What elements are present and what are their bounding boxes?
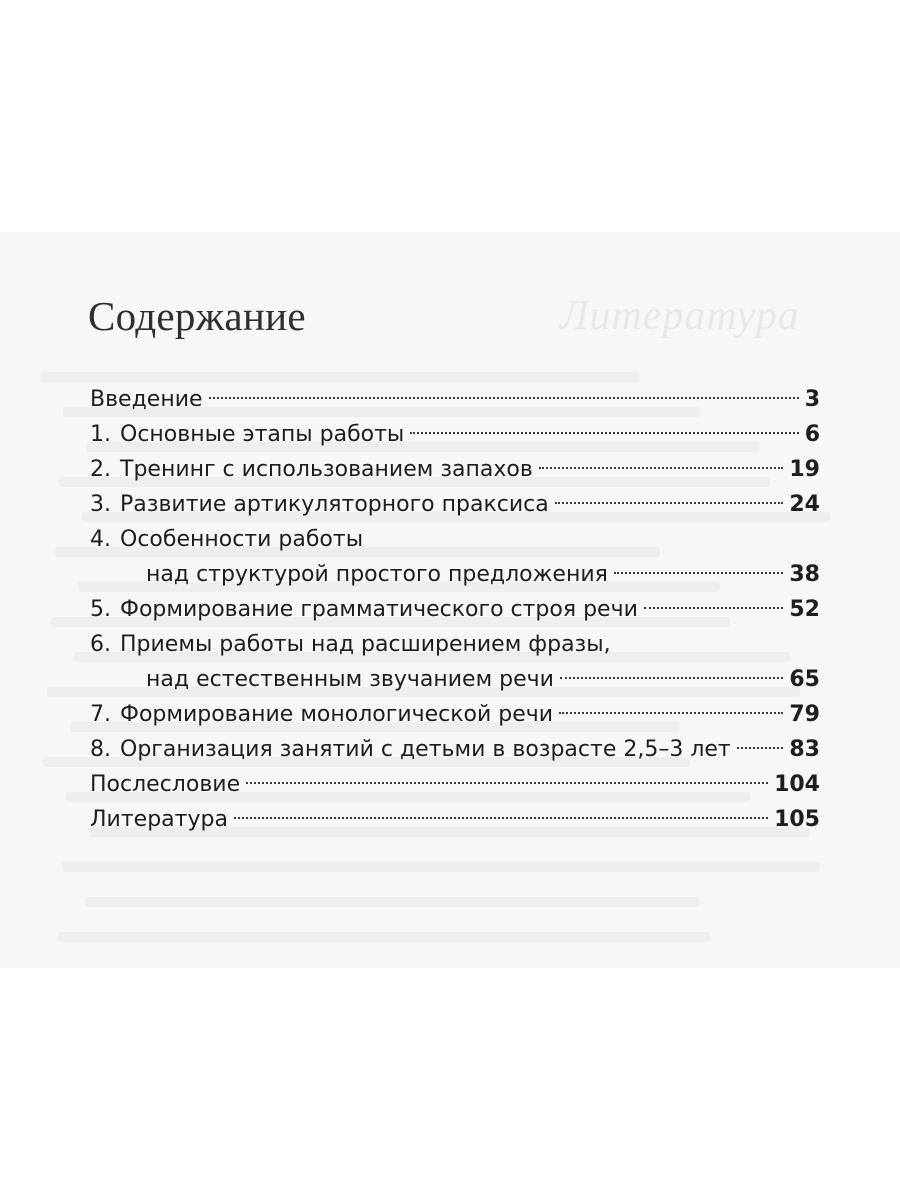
toc-entry-number: 1.: [90, 422, 111, 447]
toc-page-number: 83: [789, 737, 820, 762]
toc-entry-label: Особенности работы: [120, 527, 364, 552]
toc-row: [90, 557, 820, 592]
page-title: Содержание: [88, 293, 306, 339]
toc-entry-label: Развитие артикуляторного праксиса: [120, 492, 549, 517]
bleed-through-heading: Литература: [560, 293, 800, 339]
toc-entry[interactable]: [90, 767, 820, 802]
toc-entry-label: Основные этапы работы: [120, 422, 405, 447]
toc-entry-label: Введение: [90, 387, 203, 412]
toc-entry[interactable]: [90, 382, 820, 417]
bleed-through-line: [40, 372, 640, 382]
toc-entry-number: 5.: [90, 597, 111, 622]
toc-entry-number: 8.: [90, 737, 111, 762]
toc-entry-number: 6.: [90, 632, 111, 657]
toc-page-number: 79: [789, 702, 820, 727]
toc-row: [90, 522, 820, 557]
toc-row: [90, 417, 820, 452]
toc-row: [90, 662, 820, 697]
toc-entry-number: 2.: [90, 457, 111, 482]
toc-entry[interactable]: [90, 732, 820, 767]
dot-leader: [559, 712, 783, 714]
dot-leader: [555, 502, 784, 504]
toc-page-number: 104: [774, 772, 820, 797]
dot-leader: [234, 817, 768, 819]
toc-entry-label: Приемы работы над расширением фразы,: [120, 632, 611, 657]
toc-entry[interactable]: [90, 487, 820, 522]
table-of-contents: [90, 382, 820, 837]
toc-page-number: 65: [789, 667, 820, 692]
toc-page-number: 52: [789, 597, 820, 622]
toc-row: [90, 732, 820, 767]
toc-entry-label: над естественным звучанием речи: [146, 667, 554, 692]
dot-leader: [644, 607, 783, 609]
toc-entry[interactable]: [90, 802, 820, 837]
toc-row: [90, 452, 820, 487]
dot-leader: [410, 432, 798, 434]
toc-row: [90, 802, 820, 837]
toc-entry-label: Послесловие: [90, 772, 241, 797]
toc-row: [90, 697, 820, 732]
toc-page-number: 24: [789, 492, 820, 517]
toc-entry[interactable]: [90, 592, 820, 627]
toc-entry-label: Формирование грамматического строя речи: [120, 597, 638, 622]
dot-leader: [246, 782, 768, 784]
dot-leader: [539, 467, 784, 469]
toc-page-number: 3: [804, 387, 820, 412]
toc-entry-label: Организация занятий с детьми в возрасте 2,5–3 лет: [120, 737, 731, 762]
toc-entry-number: 4.: [90, 527, 111, 552]
dot-leader: [737, 747, 784, 749]
toc-entry[interactable]: [90, 417, 820, 452]
toc-page-number: 6: [804, 422, 820, 447]
toc-row: [90, 627, 820, 662]
dot-leader: [560, 677, 783, 679]
toc-entry-label: Формирование монологической речи: [120, 702, 554, 727]
bleed-through-line: [58, 932, 710, 942]
toc-entry-label: над структурой простого предложения: [146, 562, 608, 587]
toc-entry[interactable]: [90, 452, 820, 487]
toc-entry-label: Литература: [90, 807, 228, 832]
toc-row: [90, 592, 820, 627]
toc-page-number: 19: [789, 457, 820, 482]
toc-entry-number: 7.: [90, 702, 111, 727]
dot-leader: [614, 572, 783, 574]
book-page: [0, 232, 900, 968]
toc-entry[interactable]: [90, 627, 820, 697]
toc-entry[interactable]: [90, 522, 820, 592]
toc-row: [90, 767, 820, 802]
toc-row: [90, 382, 820, 417]
toc-row: [90, 487, 820, 522]
toc-entry-number: 3.: [90, 492, 111, 517]
toc-page-number: 105: [774, 807, 820, 832]
dot-leader: [209, 397, 799, 399]
bleed-through-line: [85, 897, 700, 907]
bleed-through-line: [62, 862, 820, 872]
toc-entry[interactable]: [90, 697, 820, 732]
toc-page-number: 38: [789, 562, 820, 587]
toc-entry-label: Тренинг с использованием запахов: [120, 457, 533, 482]
